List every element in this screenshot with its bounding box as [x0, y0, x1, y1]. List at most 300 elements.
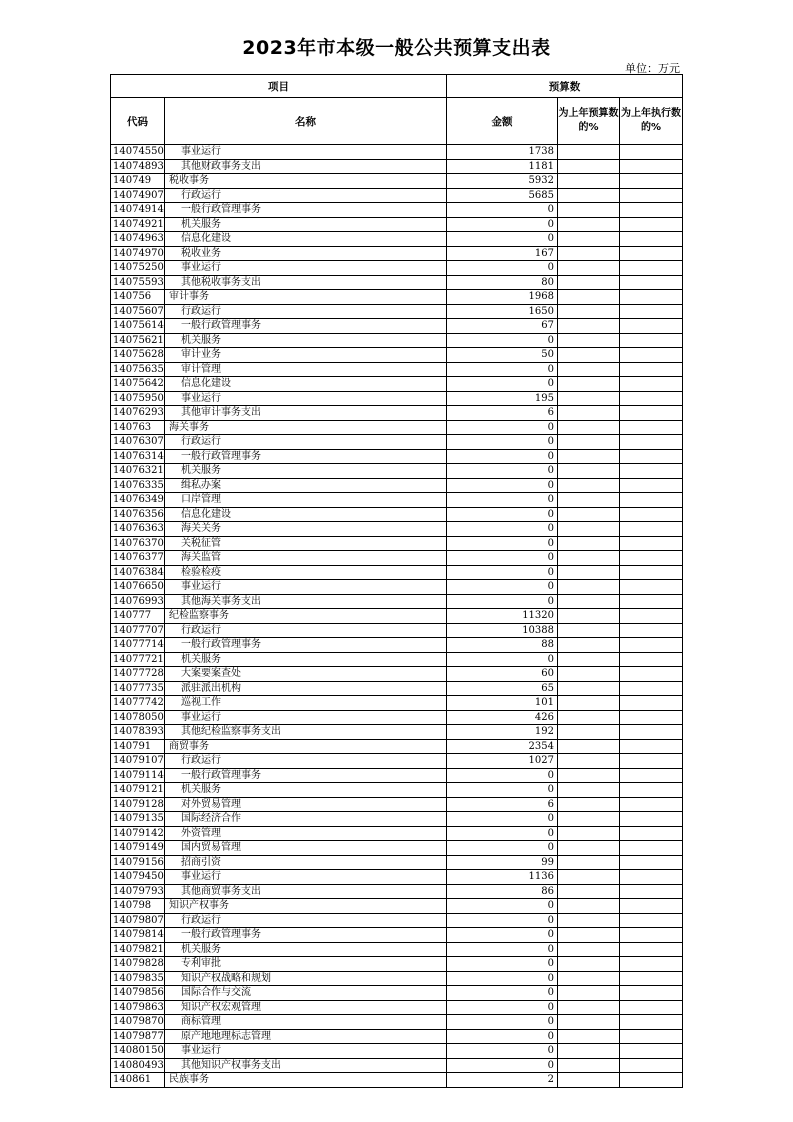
- row-amount: 0: [447, 478, 558, 493]
- row-pct-prev-budget: [558, 797, 620, 812]
- row-name: 信息化建设: [165, 377, 447, 392]
- row-code: 14077742: [111, 696, 165, 711]
- row-name: 事业运行: [165, 1044, 447, 1059]
- row-name: 检验检疫: [165, 565, 447, 580]
- row-amount: 0: [447, 783, 558, 798]
- row-pct-prev-exec: [620, 667, 683, 682]
- row-code: 14076321: [111, 464, 165, 479]
- row-pct-prev-budget: [558, 551, 620, 566]
- row-name: 其他审计事务支出: [165, 406, 447, 421]
- row-amount: 0: [447, 812, 558, 827]
- table-row: [111, 435, 683, 450]
- row-pct-prev-budget: [558, 304, 620, 319]
- row-amount: 0: [447, 536, 558, 551]
- table-row: [111, 638, 683, 653]
- table-row: [111, 797, 683, 812]
- row-name: 事业运行: [165, 391, 447, 406]
- row-name: 商标管理: [165, 1015, 447, 1030]
- row-code: 140791: [111, 739, 165, 754]
- header-amount: 金额: [447, 98, 558, 145]
- row-pct-prev-exec: [620, 145, 683, 160]
- table-row: [111, 188, 683, 203]
- row-amount: 0: [447, 1058, 558, 1073]
- row-name: 一般行政管理事务: [165, 449, 447, 464]
- row-code: 14080493: [111, 1058, 165, 1073]
- row-amount: 99: [447, 855, 558, 870]
- row-code: 140756: [111, 290, 165, 305]
- row-amount: 0: [447, 768, 558, 783]
- row-code: 140749: [111, 174, 165, 189]
- row-pct-prev-exec: [620, 1015, 683, 1030]
- row-code: 14076307: [111, 435, 165, 450]
- row-pct-prev-exec: [620, 928, 683, 943]
- row-amount: 0: [447, 232, 558, 247]
- row-amount: 167: [447, 246, 558, 261]
- row-amount: 0: [447, 1015, 558, 1030]
- table-row: [111, 1058, 683, 1073]
- row-amount: 0: [447, 333, 558, 348]
- row-name: 大案要案查处: [165, 667, 447, 682]
- row-pct-prev-exec: [620, 420, 683, 435]
- row-pct-prev-exec: [620, 609, 683, 624]
- row-name: 机关服务: [165, 464, 447, 479]
- row-pct-prev-budget: [558, 391, 620, 406]
- row-pct-prev-budget: [558, 681, 620, 696]
- row-pct-prev-budget: [558, 290, 620, 305]
- row-name: 机关服务: [165, 652, 447, 667]
- row-amount: 0: [447, 362, 558, 377]
- row-pct-prev-budget: [558, 884, 620, 899]
- row-code: 14079793: [111, 884, 165, 899]
- row-amount: 1650: [447, 304, 558, 319]
- row-amount: 0: [447, 826, 558, 841]
- row-name: 一般行政管理事务: [165, 638, 447, 653]
- table-row: [111, 725, 683, 740]
- row-name: 行政运行: [165, 623, 447, 638]
- row-pct-prev-budget: [558, 1044, 620, 1059]
- row-name: 国际经济合作: [165, 812, 447, 827]
- row-amount: 0: [447, 1000, 558, 1015]
- row-amount: 0: [447, 1044, 558, 1059]
- row-pct-prev-exec: [620, 551, 683, 566]
- row-amount: 1968: [447, 290, 558, 305]
- row-pct-prev-exec: [620, 391, 683, 406]
- row-name: 口岸管理: [165, 493, 447, 508]
- table-row: [111, 884, 683, 899]
- row-amount: 80: [447, 275, 558, 290]
- row-code: 14075642: [111, 377, 165, 392]
- table-row: [111, 1015, 683, 1030]
- table-row: [111, 261, 683, 276]
- row-code: 14076314: [111, 449, 165, 464]
- row-name: 审计事务: [165, 290, 447, 305]
- row-code: 14075635: [111, 362, 165, 377]
- row-pct-prev-exec: [620, 174, 683, 189]
- row-pct-prev-exec: [620, 841, 683, 856]
- row-amount: 6: [447, 797, 558, 812]
- row-pct-prev-exec: [620, 159, 683, 174]
- table-row: [111, 855, 683, 870]
- row-amount: 0: [447, 217, 558, 232]
- row-name: 其他财政事务支出: [165, 159, 447, 174]
- header-name: 名称: [165, 98, 447, 145]
- row-code: 14075950: [111, 391, 165, 406]
- row-name: 派驻派出机构: [165, 681, 447, 696]
- row-pct-prev-exec: [620, 696, 683, 711]
- table-row: [111, 478, 683, 493]
- table-row: [111, 246, 683, 261]
- row-pct-prev-budget: [558, 986, 620, 1001]
- table-row: [111, 681, 683, 696]
- row-pct-prev-exec: [620, 638, 683, 653]
- row-pct-prev-budget: [558, 464, 620, 479]
- row-code: 14077714: [111, 638, 165, 653]
- row-amount: 0: [447, 580, 558, 595]
- row-amount: 0: [447, 551, 558, 566]
- row-pct-prev-exec: [620, 623, 683, 638]
- row-code: 14079107: [111, 754, 165, 769]
- row-pct-prev-exec: [620, 855, 683, 870]
- row-name: 一般行政管理事务: [165, 768, 447, 783]
- row-pct-prev-exec: [620, 478, 683, 493]
- row-pct-prev-budget: [558, 1058, 620, 1073]
- row-pct-prev-budget: [558, 739, 620, 754]
- row-pct-prev-budget: [558, 203, 620, 218]
- row-pct-prev-budget: [558, 522, 620, 537]
- row-pct-prev-exec: [620, 464, 683, 479]
- row-code: 14076993: [111, 594, 165, 609]
- row-code: 14079450: [111, 870, 165, 885]
- row-code: 14079856: [111, 986, 165, 1001]
- table-row: [111, 319, 683, 334]
- row-code: 14079828: [111, 957, 165, 972]
- row-name: 机关服务: [165, 217, 447, 232]
- row-name: 事业运行: [165, 870, 447, 885]
- row-code: 14079128: [111, 797, 165, 812]
- table-row: [111, 290, 683, 305]
- row-name: 行政运行: [165, 188, 447, 203]
- table-row: [111, 174, 683, 189]
- row-amount: 86: [447, 884, 558, 899]
- row-pct-prev-budget: [558, 928, 620, 943]
- header-project: 项目: [111, 75, 447, 98]
- row-pct-prev-exec: [620, 536, 683, 551]
- row-code: 14079835: [111, 971, 165, 986]
- table-body: [111, 145, 683, 1088]
- row-code: 14075628: [111, 348, 165, 363]
- row-code: 14079135: [111, 812, 165, 827]
- row-amount: 0: [447, 594, 558, 609]
- row-amount: 0: [447, 449, 558, 464]
- row-pct-prev-exec: [620, 232, 683, 247]
- row-name: 机关服务: [165, 783, 447, 798]
- row-name: 巡视工作: [165, 696, 447, 711]
- row-name: 税收业务: [165, 246, 447, 261]
- row-pct-prev-exec: [620, 449, 683, 464]
- row-name: 民族事务: [165, 1073, 447, 1088]
- row-amount: 101: [447, 696, 558, 711]
- row-code: 14074893: [111, 159, 165, 174]
- table-row: [111, 870, 683, 885]
- table-row: [111, 406, 683, 421]
- header-code: 代码: [111, 98, 165, 145]
- row-pct-prev-budget: [558, 507, 620, 522]
- row-code: 14079870: [111, 1015, 165, 1030]
- row-name: 招商引资: [165, 855, 447, 870]
- row-name: 国内贸易管理: [165, 841, 447, 856]
- row-amount: 0: [447, 565, 558, 580]
- row-amount: 88: [447, 638, 558, 653]
- table-row: [111, 159, 683, 174]
- row-name: 原产地地理标志管理: [165, 1029, 447, 1044]
- row-name: 海关事务: [165, 420, 447, 435]
- row-amount: 2: [447, 1073, 558, 1088]
- row-pct-prev-exec: [620, 1044, 683, 1059]
- row-code: 14074914: [111, 203, 165, 218]
- header-budget: 预算数: [447, 75, 683, 98]
- row-amount: 0: [447, 841, 558, 856]
- row-amount: 195: [447, 391, 558, 406]
- row-pct-prev-budget: [558, 812, 620, 827]
- row-pct-prev-exec: [620, 725, 683, 740]
- row-amount: 6: [447, 406, 558, 421]
- row-name: 行政运行: [165, 754, 447, 769]
- row-code: 14078050: [111, 710, 165, 725]
- row-amount: 2354: [447, 739, 558, 754]
- row-name: 对外贸易管理: [165, 797, 447, 812]
- row-name: 国际合作与交流: [165, 986, 447, 1001]
- row-pct-prev-budget: [558, 899, 620, 914]
- row-pct-prev-exec: [620, 957, 683, 972]
- row-pct-prev-exec: [620, 884, 683, 899]
- row-amount: 0: [447, 493, 558, 508]
- row-code: 14077735: [111, 681, 165, 696]
- table-row: [111, 942, 683, 957]
- row-pct-prev-budget: [558, 652, 620, 667]
- budget-table: [110, 74, 683, 1088]
- row-code: 14079821: [111, 942, 165, 957]
- row-pct-prev-budget: [558, 319, 620, 334]
- row-code: 14076293: [111, 406, 165, 421]
- row-name: 缉私办案: [165, 478, 447, 493]
- row-pct-prev-budget: [558, 594, 620, 609]
- row-name: 纪检监察事务: [165, 609, 447, 624]
- row-pct-prev-exec: [620, 246, 683, 261]
- row-pct-prev-exec: [620, 986, 683, 1001]
- row-code: 14075621: [111, 333, 165, 348]
- table-row: [111, 232, 683, 247]
- row-amount: 1027: [447, 754, 558, 769]
- row-pct-prev-budget: [558, 275, 620, 290]
- row-name: 信息化建设: [165, 232, 447, 247]
- table-row: [111, 826, 683, 841]
- row-name: 其他纪检监察事务支出: [165, 725, 447, 740]
- row-code: 14074550: [111, 145, 165, 160]
- row-code: 14075607: [111, 304, 165, 319]
- row-amount: 1738: [447, 145, 558, 160]
- row-amount: 5932: [447, 174, 558, 189]
- row-pct-prev-budget: [558, 174, 620, 189]
- row-amount: 0: [447, 435, 558, 450]
- table-row: [111, 667, 683, 682]
- row-pct-prev-budget: [558, 754, 620, 769]
- row-pct-prev-exec: [620, 710, 683, 725]
- table-row: [111, 957, 683, 972]
- row-pct-prev-budget: [558, 377, 620, 392]
- table-row: [111, 217, 683, 232]
- row-pct-prev-budget: [558, 1029, 620, 1044]
- row-pct-prev-exec: [620, 826, 683, 841]
- row-amount: 0: [447, 522, 558, 537]
- row-pct-prev-budget: [558, 971, 620, 986]
- row-code: 14079814: [111, 928, 165, 943]
- row-pct-prev-budget: [558, 159, 620, 174]
- row-pct-prev-exec: [620, 333, 683, 348]
- row-pct-prev-budget: [558, 841, 620, 856]
- table-row: [111, 536, 683, 551]
- row-pct-prev-exec: [620, 594, 683, 609]
- row-pct-prev-budget: [558, 536, 620, 551]
- row-name: 审计管理: [165, 362, 447, 377]
- row-name: 事业运行: [165, 580, 447, 595]
- row-pct-prev-budget: [558, 1000, 620, 1015]
- row-pct-prev-exec: [620, 507, 683, 522]
- row-pct-prev-exec: [620, 1029, 683, 1044]
- row-name: 商贸事务: [165, 739, 447, 754]
- table-row: [111, 362, 683, 377]
- row-amount: 10388: [447, 623, 558, 638]
- row-pct-prev-budget: [558, 710, 620, 725]
- row-name: 其他知识产权事务支出: [165, 1058, 447, 1073]
- row-name: 机关服务: [165, 333, 447, 348]
- row-pct-prev-exec: [620, 942, 683, 957]
- row-amount: 0: [447, 261, 558, 276]
- row-amount: 67: [447, 319, 558, 334]
- table-row: [111, 841, 683, 856]
- row-pct-prev-budget: [558, 1015, 620, 1030]
- row-pct-prev-budget: [558, 362, 620, 377]
- row-code: 14076650: [111, 580, 165, 595]
- row-name: 知识产权事务: [165, 899, 447, 914]
- row-amount: 50: [447, 348, 558, 363]
- row-pct-prev-budget: [558, 261, 620, 276]
- row-pct-prev-budget: [558, 870, 620, 885]
- row-code: 140763: [111, 420, 165, 435]
- row-pct-prev-exec: [620, 203, 683, 218]
- row-pct-prev-exec: [620, 754, 683, 769]
- row-code: 14077707: [111, 623, 165, 638]
- row-amount: 0: [447, 899, 558, 914]
- row-code: 14076349: [111, 493, 165, 508]
- row-name: 其他海关事务支出: [165, 594, 447, 609]
- row-code: 14079121: [111, 783, 165, 798]
- row-pct-prev-budget: [558, 145, 620, 160]
- table-row: [111, 971, 683, 986]
- row-name: 海关监管: [165, 551, 447, 566]
- row-name: 行政运行: [165, 435, 447, 450]
- row-code: 14074921: [111, 217, 165, 232]
- table-row: [111, 652, 683, 667]
- table-row: [111, 594, 683, 609]
- table-row: [111, 913, 683, 928]
- row-amount: 0: [447, 377, 558, 392]
- row-code: 14076370: [111, 536, 165, 551]
- row-name: 行政运行: [165, 304, 447, 319]
- row-pct-prev-budget: [558, 580, 620, 595]
- row-pct-prev-budget: [558, 638, 620, 653]
- row-pct-prev-budget: [558, 333, 620, 348]
- row-amount: 0: [447, 942, 558, 957]
- table-row: [111, 449, 683, 464]
- row-pct-prev-exec: [620, 652, 683, 667]
- row-code: 14076363: [111, 522, 165, 537]
- row-code: 14075614: [111, 319, 165, 334]
- row-pct-prev-budget: [558, 420, 620, 435]
- row-pct-prev-exec: [620, 580, 683, 595]
- row-pct-prev-budget: [558, 406, 620, 421]
- table-row: [111, 145, 683, 160]
- row-pct-prev-exec: [620, 739, 683, 754]
- row-code: 14079877: [111, 1029, 165, 1044]
- row-name: 其他税收事务支出: [165, 275, 447, 290]
- row-pct-prev-exec: [620, 913, 683, 928]
- row-pct-prev-exec: [620, 1058, 683, 1073]
- table-row: [111, 1044, 683, 1059]
- row-code: 14079156: [111, 855, 165, 870]
- row-pct-prev-exec: [620, 1000, 683, 1015]
- row-code: 14078393: [111, 725, 165, 740]
- row-pct-prev-exec: [620, 348, 683, 363]
- row-code: 14079142: [111, 826, 165, 841]
- table-row: [111, 1000, 683, 1015]
- row-amount: 0: [447, 1029, 558, 1044]
- row-code: 140861: [111, 1073, 165, 1088]
- table-row: [111, 768, 683, 783]
- table-row: [111, 348, 683, 363]
- row-code: 14076356: [111, 507, 165, 522]
- row-code: 140798: [111, 899, 165, 914]
- row-pct-prev-budget: [558, 1073, 620, 1088]
- row-pct-prev-exec: [620, 290, 683, 305]
- row-name: 税收事务: [165, 174, 447, 189]
- table-row: [111, 333, 683, 348]
- row-code: 14075250: [111, 261, 165, 276]
- row-pct-prev-budget: [558, 246, 620, 261]
- row-pct-prev-budget: [558, 188, 620, 203]
- row-name: 一般行政管理事务: [165, 319, 447, 334]
- row-amount: 11320: [447, 609, 558, 624]
- row-name: 专利审批: [165, 957, 447, 972]
- row-name: 一般行政管理事务: [165, 203, 447, 218]
- row-code: 14077721: [111, 652, 165, 667]
- header-pct-prev-budget: 为上年预算数的%: [558, 98, 620, 145]
- row-pct-prev-budget: [558, 768, 620, 783]
- row-pct-prev-budget: [558, 783, 620, 798]
- table-row: [111, 391, 683, 406]
- row-pct-prev-exec: [620, 899, 683, 914]
- row-code: 14079114: [111, 768, 165, 783]
- row-pct-prev-exec: [620, 406, 683, 421]
- row-pct-prev-budget: [558, 435, 620, 450]
- table-row: [111, 464, 683, 479]
- unit-label: 单位：万元: [625, 62, 680, 75]
- row-name: 机关服务: [165, 942, 447, 957]
- row-pct-prev-budget: [558, 493, 620, 508]
- row-pct-prev-budget: [558, 942, 620, 957]
- row-code: 14074970: [111, 246, 165, 261]
- row-amount: 1181: [447, 159, 558, 174]
- row-amount: 5685: [447, 188, 558, 203]
